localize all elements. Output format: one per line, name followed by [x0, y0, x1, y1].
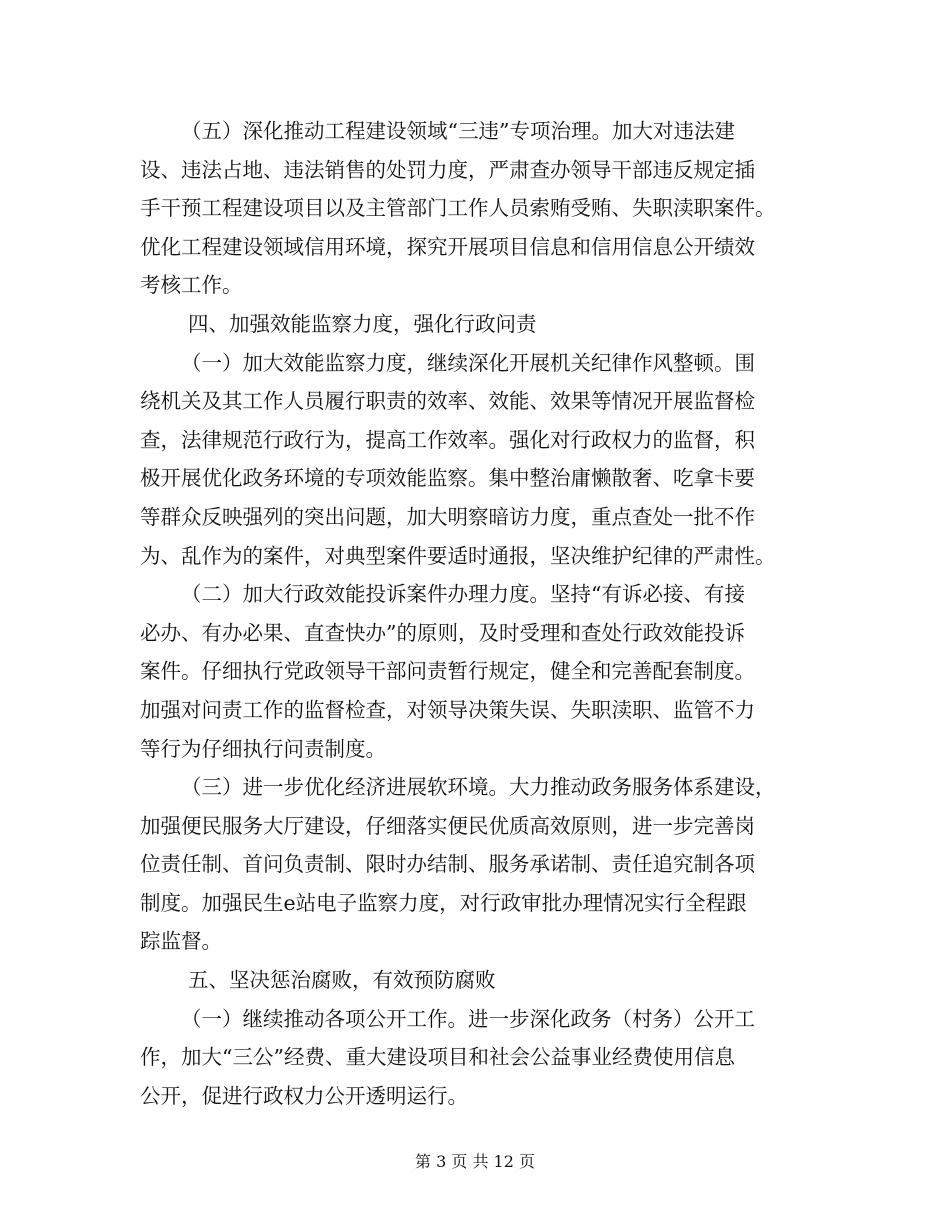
paragraph-line: 公开，促进行政权力公开透明运行。: [140, 1083, 468, 1108]
page-number-footer: 第 3 页 共 12 页: [415, 1152, 535, 1171]
paragraph-line: 作，加大“三公”经费、重大建设项目和社会公益事业经费使用信息: [140, 1045, 735, 1070]
paragraph-line: 为、乱作为的案件，对典型案件要适时通报，坚决维护纪律的严肃性。: [140, 543, 776, 568]
paragraph-line: （五）深化推动工程建设领域“三违”专项治理。加大对违法建: [181, 119, 735, 143]
paragraph: [140, 768, 820, 961]
paragraph-line: 加强对问责工作的监督检查，对领导决策失误、失职渎职、监管不力: [140, 697, 755, 722]
paragraph: [140, 112, 820, 305]
paragraph-line: 踪监督。: [140, 929, 222, 954]
paragraph-line: 等群众反映强列的突出问题，加大明察暗访力度，重点查处一批不作: [140, 504, 755, 529]
paragraph-line: 设、违法占地、违法销售的处罚力度，严肃查办领导干部违反规定插: [140, 157, 755, 182]
paragraph-line: 绕机关及其工作人员履行职责的效率、效能、效果等情况开展监督检: [140, 389, 755, 414]
paragraph-line: 查，法律规范行政行为，提高工作效率。强化对行政权力的监督，积: [140, 427, 755, 452]
paragraph-line: 极开展优化政务环境的专项效能监察。集中整治庸懒散奢、吃拿卡要: [140, 466, 755, 491]
section-heading-text: 四、加强效能监察力度，强化行政问责: [188, 311, 537, 336]
paragraph-line: 加强便民服务大厅建设，仔细落实便民优质高效原则，进一步完善岗: [140, 813, 755, 838]
paragraph-line: 制度。加强民生e站电子监察力度，对行政审批办理情况实行全程跟: [140, 890, 747, 915]
paragraph-line: 案件。仔细执行党政领导干部问责暂行规定，健全和完善配套制度。: [140, 659, 755, 684]
paragraph: [140, 344, 820, 576]
section-heading: [140, 961, 820, 1000]
document-body: [140, 112, 820, 1115]
section-heading: [140, 305, 820, 344]
paragraph-line: 手干预工程建设项目以及主管部门工作人员索贿受贿、失职渎职案件。: [140, 196, 776, 221]
paragraph: [140, 575, 820, 768]
paragraph-line: 考核工作。: [140, 273, 243, 298]
paragraph: [140, 1000, 820, 1116]
paragraph-line: 位责任制、首问负责制、限时办结制、服务承诺制、责任追究制各项: [140, 852, 755, 877]
paragraph-line: 必办、有办必果、直查快办”的原则，及时受理和查处行政效能投诉: [140, 620, 745, 645]
paragraph-line: 优化工程建设领域信用环境，探究开展项目信息和信用信息公开绩效: [140, 234, 755, 259]
section-heading-text: 五、坚决惩治腐败，有效预防腐败: [188, 968, 496, 993]
paragraph-line: 等行为仔细执行问责制度。: [140, 736, 386, 761]
paragraph-line: （一）加大效能监察力度，继续深化开展机关纪律作风整顿。围: [181, 350, 755, 375]
paragraph-line: （三）进一步优化经济进展软环境。大力推动政务服务体系建设，: [181, 775, 776, 800]
paragraph-line: （一）继续推动各项公开工作。进一步深化政务（村务）公开工: [181, 1006, 755, 1031]
paragraph-line: （二）加大行政效能投诉案件办理力度。坚持“有诉必接、有接: [181, 582, 745, 607]
